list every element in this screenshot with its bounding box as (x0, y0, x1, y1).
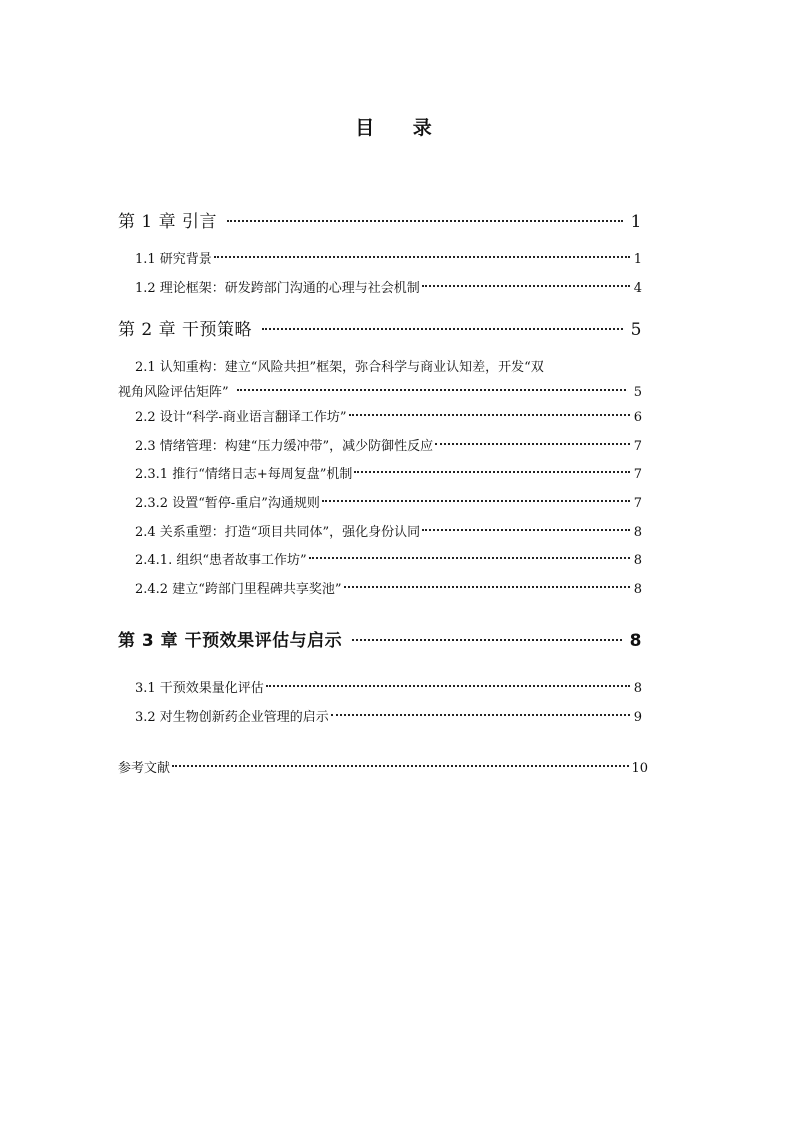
dotted-leader (214, 256, 630, 258)
toc-entry-label: 2.4 关系重塑：打造“项目共同体”，强化身份认同 (135, 525, 421, 540)
toc-page-number: 7 (633, 496, 642, 511)
toc-entry-chapter-3[interactable] (118, 626, 642, 651)
toc-entry-3-2[interactable] (118, 706, 642, 725)
toc-page-number: 5 (630, 320, 642, 340)
dotted-leader (322, 500, 630, 502)
toc-page-number: 8 (633, 582, 642, 597)
toc-entry-label: 2.3.2 设置“暂停-重启”沟通规则 (135, 496, 320, 511)
toc-entry-chapter-2[interactable] (118, 315, 642, 340)
toc-entry-1-1[interactable] (118, 248, 642, 267)
dotted-leader (344, 586, 630, 588)
toc-entry-2-3[interactable] (118, 435, 642, 454)
toc-entry-2-4[interactable] (118, 521, 642, 540)
toc-page-number: 8 (633, 525, 642, 540)
toc-entry-chapter-1[interactable] (118, 207, 642, 232)
toc-entry-2-4-1[interactable] (118, 549, 642, 568)
toc-entry-label: 3.2 对生物创新药企业管理的启示 (135, 710, 329, 725)
toc-entry-label: 2.4.1. 组织“患者故事工作坊” (135, 553, 307, 568)
dotted-leader (262, 328, 623, 330)
dotted-leader (309, 557, 630, 559)
dotted-leader (435, 443, 630, 445)
toc-entry-label-line2: 视角风险评估矩阵” (118, 385, 229, 400)
toc-page-number: 8 (633, 553, 642, 568)
toc-entry-label: 参考文献 (118, 761, 171, 776)
dotted-leader (422, 285, 630, 287)
toc-page-number: 9 (633, 710, 642, 725)
toc-entry-1-2[interactable] (118, 277, 642, 296)
toc-entry-label-line1: 2.1 认知重构：建立“风险共担”框架，弥合科学与商业认知差，开发“双 (135, 360, 544, 375)
page-title: 目 录 (355, 117, 448, 139)
toc-entry-label: 第 2 章 干预策略 (118, 320, 253, 340)
toc-page-number: 10 (631, 761, 648, 776)
toc-entry-2-4-2[interactable] (118, 578, 642, 597)
dotted-leader (172, 765, 629, 767)
toc-entry-3-1[interactable] (118, 677, 642, 696)
toc-entry-2-1[interactable] (118, 356, 642, 400)
toc-page-number: 6 (633, 410, 642, 425)
dotted-leader (266, 685, 630, 687)
toc-entry-2-3-2[interactable] (118, 492, 642, 511)
dotted-leader (352, 639, 622, 641)
toc-entry-label: 3.1 干预效果量化评估 (135, 681, 264, 696)
toc-page-number: 8 (633, 681, 642, 696)
toc-entry-label: 1.1 研究背景 (135, 252, 212, 267)
dotted-leader (331, 714, 630, 716)
toc-entry-label: 2.3 情绪管理：构建“压力缓冲带”，减少防御性反应 (135, 439, 434, 454)
toc-page-number: 7 (633, 439, 642, 454)
toc-entry-label: 1.2 理论框架：研发跨部门沟通的心理与社会机制 (135, 281, 420, 296)
toc-entry-label: 第 3 章 干预效果评估与启示 (118, 631, 343, 651)
toc-page-number: 5 (633, 385, 642, 400)
toc-entry-label: 2.3.1 推行“情绪日志+每周复盘”机制 (135, 467, 353, 482)
dotted-leader (227, 220, 623, 222)
toc-entry-2-3-1[interactable] (118, 463, 642, 482)
dotted-leader (349, 414, 631, 416)
dotted-leader (422, 529, 630, 531)
toc-entry-2-2[interactable] (118, 406, 642, 425)
toc-entry-label: 2.2 设计“科学-商业语言翻译工作坊” (135, 410, 347, 425)
toc-entry-label: 第 1 章 引言 (118, 212, 218, 232)
dotted-leader (354, 471, 630, 473)
toc-page-number: 8 (629, 631, 642, 651)
toc-page-number: 1 (633, 252, 642, 267)
toc-entry-label: 2.4.2 建立“跨部门里程碑共享奖池” (135, 582, 342, 597)
toc-page-number: 4 (633, 281, 642, 296)
toc-page-number: 1 (630, 212, 642, 232)
dotted-leader (237, 389, 626, 391)
toc-entry-references[interactable] (118, 757, 648, 776)
toc-page-number: 7 (633, 467, 642, 482)
